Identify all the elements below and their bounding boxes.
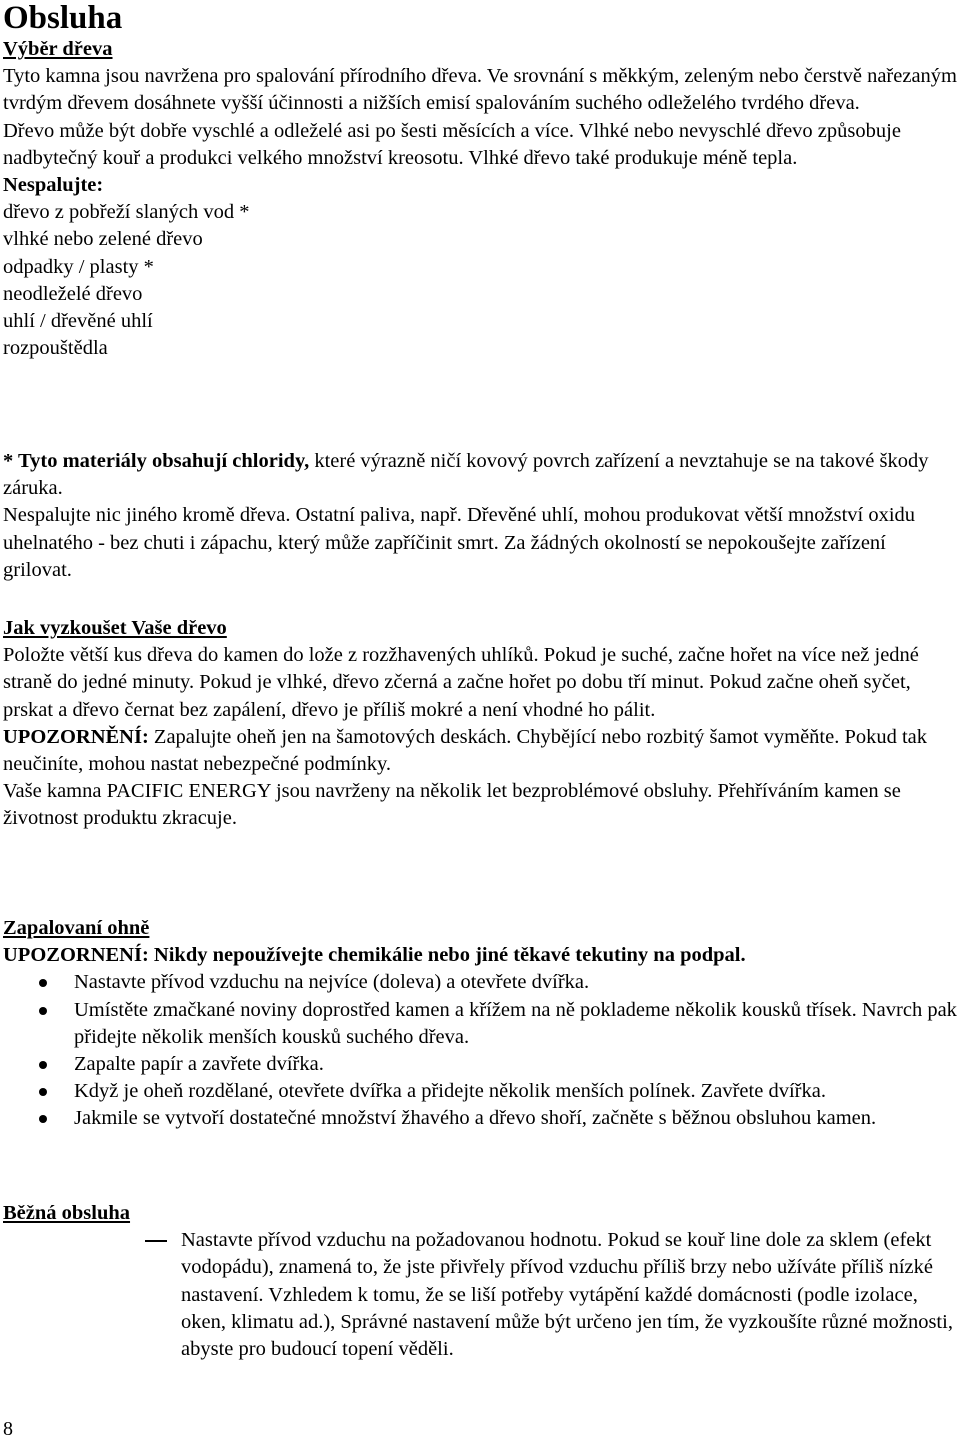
paragraph: Položte větší kus dřeva do kamen do lože z rozžhavených uhlíků. Pokud je suché, začne hořet na více než jedné straně do jedné minuty. Pokud je vlhké, dřevo zčerná a začne hořet po dobu tří minut. Pokud začne oheň syčet, prskat a dřevo černat bez zapálení, dřevo je příliš mokré a není vhodné ho pálit. — [3, 644, 919, 721]
list-item: dřevo z pobřeží slaných vod * — [3, 201, 250, 224]
warning-paragraph — [3, 724, 958, 778]
warning-label: UPOZORNĚNÍ: — [3, 725, 149, 748]
warning-text: Zapalujte oheň jen na šamotových deskách. Chybějící nebo rozbitý šamot vyměňte. Pokud tak neučiníte, mohou nastat nebezpečné podmínky. — [3, 725, 928, 776]
chloride-note-bold: * Tyto materiály obsahují chloridy, — [3, 450, 310, 472]
list-item: Nastavte přívod vzduchu na požadovanou hodnotu. Pokud se kouř line dole za sklem (efekt vodopádu), znamená to, že jste přivřely přívod vzduchu příliš brzy nebo užíváte příliš nízké nastavení. Vzhledem k tomu, že se liší potřeby vytápění každé domácnosti (podle izolace, oken, klimatu ad.), Správné nastavení může být určeno jen tím, že vyzkoušíte různé možnosti, abyste pro budoucí topení věděli. — [3, 1227, 958, 1363]
list-item: Zapalte papír a zavřete dvířka. — [3, 1051, 958, 1078]
do-not-burn-label: Nespalujte: — [3, 174, 104, 197]
paragraph: Tyto kamna jsou navržena pro spalování přírodního dřeva. Ve srovnání s měkkým, zeleným nebo čerstvě nařezaným tvrdým dřevem dosáhnete vyšší účinnosti a nižších emisí spalováním suchého odleželého tvrdého dřeva. — [3, 65, 957, 115]
page-title: Obsluha — [3, 0, 123, 36]
list-item: Když je oheň rozdělané, otevřete dvířka a přidejte několik menších polínek. Zavřete dvířka. — [3, 1078, 958, 1105]
list-item: odpadky / plasty * — [3, 255, 154, 278]
section-lighting-fire — [3, 915, 958, 1133]
list-item: uhlí / dřevěné uhlí — [3, 310, 153, 333]
list-item: vlhké nebo zelené dřevo — [3, 228, 203, 251]
section-wood-choice — [3, 36, 958, 362]
lighting-steps-list — [3, 969, 958, 1132]
section-heading-lighting-fire: Zapalovaní ohně — [3, 917, 150, 939]
normal-operation-list — [3, 1227, 958, 1363]
warning-text: Nikdy nepoužívejte chemikálie nebo jiné těkavé tekutiny na podpal. — [148, 944, 746, 967]
list-item: Nastavte přívod vzduchu na nejvíce (doleva) a otevřete dvířka. — [3, 969, 958, 996]
list-item: Jakmile se vytvoří dostatečné množství žhavého a dřevo shoří, začněte s běžnou obsluhou kamen. — [3, 1105, 958, 1132]
section-wood-choice-notes — [3, 448, 958, 584]
list-item: Umístěte zmačkané noviny doprostřed kamen a křížem na ně poklademe několik kousků třísek. Navrch pak přidejte několik menších kousků suchého dřeva. — [3, 997, 958, 1051]
do-not-burn-list — [3, 199, 958, 362]
warning-paragraph — [3, 942, 958, 969]
list-item: neodleželé dřevo — [3, 282, 143, 305]
chloride-note-text: které výrazně ničí kovový povrch zařízení a nevztahuje se na takové škody záruka. — [3, 450, 929, 500]
warning-label: UPOZORNENÍ: — [3, 944, 149, 967]
section-heading-normal-operation: Běžná obsluha — [3, 1202, 131, 1224]
section-test-wood — [3, 615, 958, 833]
section-normal-operation — [3, 1200, 958, 1363]
paragraph: Vaše kamna PACIFIC ENERGY jsou navrženy na několik let bezproblémové obsluhy. Přehříváním kamen se životnost produktu zkracuje. — [3, 780, 901, 830]
list-item: rozpouštědla — [3, 337, 108, 360]
page-number: 8 — [3, 1418, 13, 1440]
section-heading-wood-choice: Výběr dřeva — [3, 38, 113, 60]
paragraph: Nespalujte nic jiného kromě dřeva. Ostatní paliva, např. Dřevěné uhlí, mohou produkovat větší množství oxidu uhelnatého - bez chuti i zápachu, který může zapříčinit smrt. Za žádných okolností se nepokoušejte zařízení grilovat. — [3, 504, 916, 581]
paragraph: Dřevo může být dobře vyschlé a odleželé asi po šesti měsících a více. Vlhké nebo nevyschlé dřevo způsobuje nadbytečný kouř a produkci velkého množství kreosotu. Vlhké dřevo také produkuje méně tepla. — [3, 119, 901, 169]
chloride-note — [3, 448, 958, 502]
section-heading-test-wood: Jak vyzkoušet Vaše dřevo — [3, 617, 227, 639]
